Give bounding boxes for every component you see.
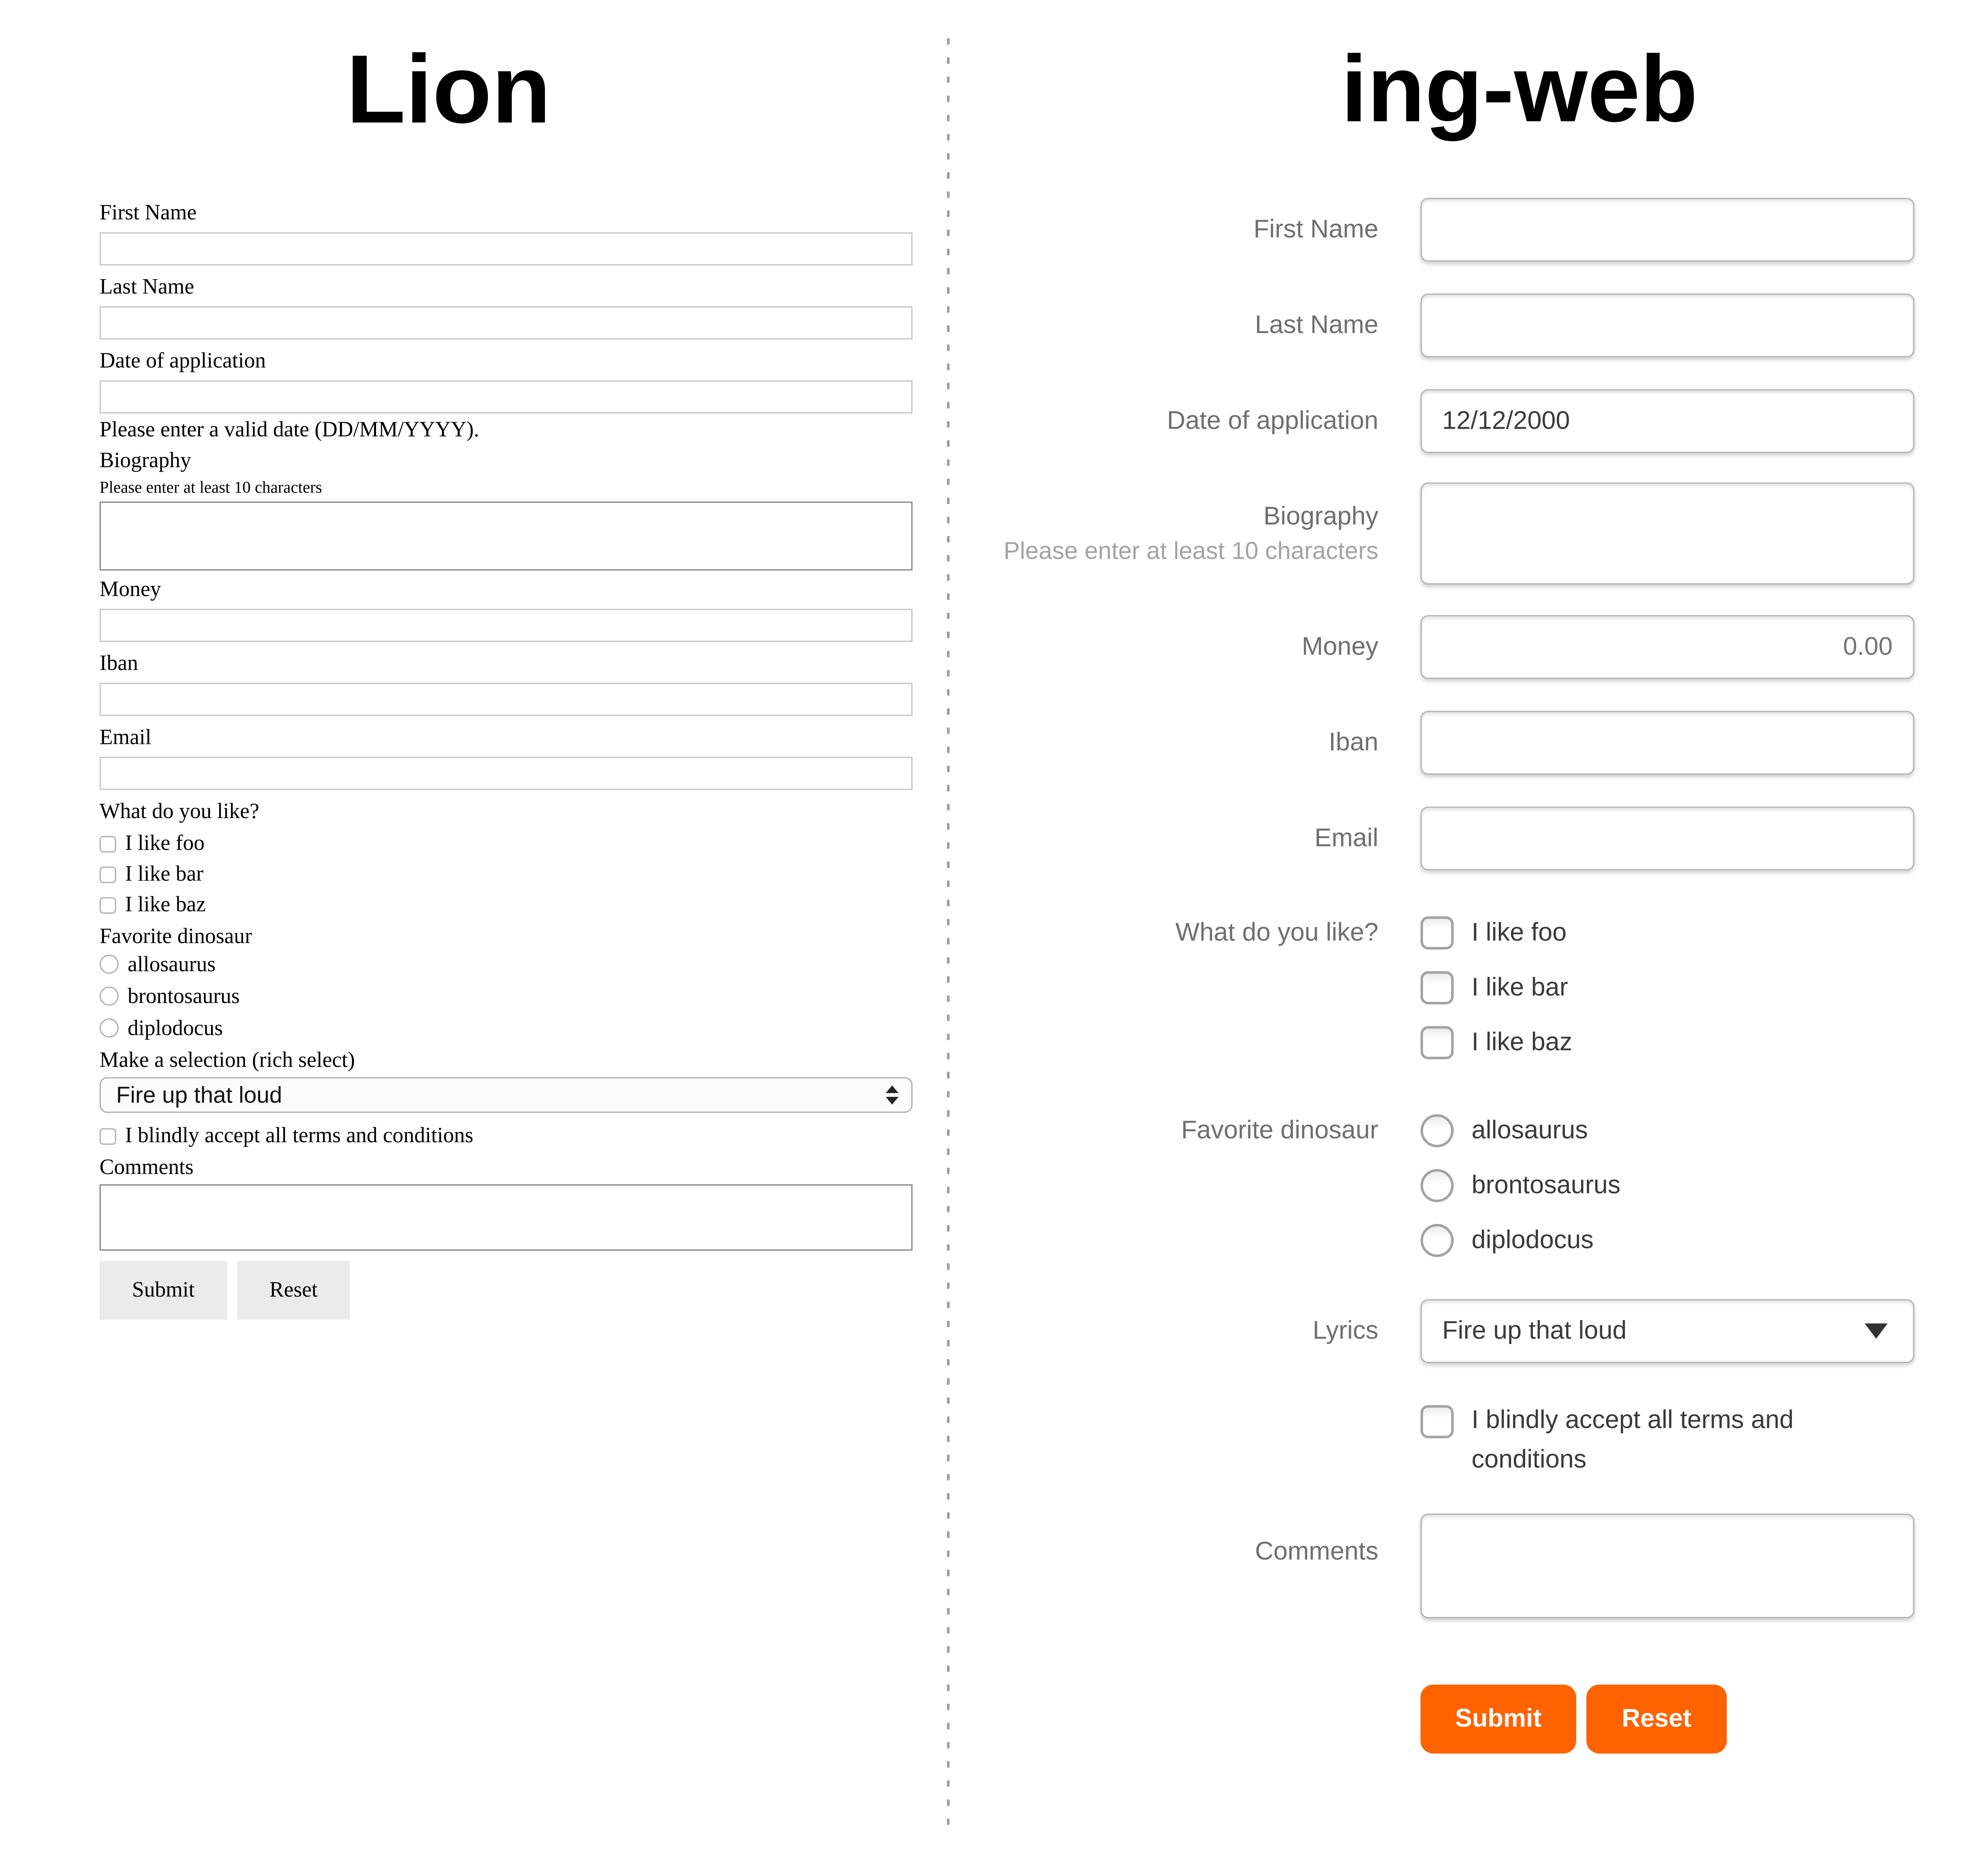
lion-biography-helper: Please enter at least 10 characters (99, 477, 322, 497)
ing-checkbox-bar[interactable]: I like bar (1421, 971, 1568, 1004)
lion-date-label: Date of application (99, 348, 266, 373)
radio-icon[interactable] (1421, 1114, 1454, 1147)
lion-checkbox-bar[interactable]: I like bar (100, 859, 913, 890)
select-spinner-icon (886, 1085, 898, 1105)
lion-dinosaur-label: Favorite dinosaur (99, 924, 252, 949)
lion-money-input[interactable] (100, 609, 913, 642)
ing-date-input[interactable] (1421, 389, 1915, 453)
lion-last-name-label: Last Name (99, 274, 194, 299)
lion-radio-allosaurus[interactable]: allosaurus (100, 948, 913, 980)
checkbox-icon[interactable] (1421, 971, 1454, 1004)
lion-reset-button[interactable]: Reset (237, 1261, 350, 1320)
ing-money-label: Money (1302, 632, 1379, 660)
ing-email-input[interactable] (1421, 807, 1915, 870)
lion-iban-label: Iban (99, 651, 138, 675)
ing-checkbox-baz[interactable]: I like baz (1421, 1026, 1573, 1059)
ing-biography-label: Biography (1263, 502, 1379, 531)
lion-radio-brontosaurus[interactable]: brontosaurus (100, 980, 913, 1012)
lion-submit-button[interactable]: Submit (100, 1261, 227, 1320)
checkbox-icon[interactable] (1421, 1405, 1454, 1438)
checkbox-icon[interactable] (1421, 916, 1454, 949)
ing-web-title: ing-web (1341, 36, 1698, 142)
ing-date-label: Date of application (1167, 406, 1379, 435)
lion-title: Lion (346, 36, 551, 144)
lion-money-label: Money (99, 577, 161, 601)
lion-biography-textarea[interactable] (100, 502, 913, 570)
lion-select-label: Make a selection (rich select) (99, 1047, 355, 1072)
lion-likes-label: What do you like? (99, 799, 259, 823)
ing-first-name-input[interactable] (1421, 198, 1915, 261)
ing-lyrics-select[interactable]: Fire up that loud (1421, 1299, 1915, 1363)
checkbox-icon[interactable] (100, 866, 116, 882)
ing-comments-textarea[interactable] (1421, 1514, 1915, 1618)
lion-first-name-label: First Name (99, 200, 197, 225)
lion-comments-textarea[interactable] (100, 1184, 913, 1251)
lion-first-name-input[interactable] (100, 232, 913, 265)
radio-icon[interactable] (1421, 1169, 1454, 1202)
radio-icon[interactable] (100, 955, 119, 974)
lion-last-name-input[interactable] (100, 306, 913, 340)
ing-email-label: Email (1314, 824, 1379, 852)
lion-iban-input[interactable] (100, 683, 913, 716)
lion-date-input[interactable] (100, 380, 913, 414)
ing-lyrics-label: Lyrics (1312, 1316, 1379, 1345)
ing-web-panel (949, 0, 1977, 1876)
lion-comments-label: Comments (99, 1155, 194, 1179)
ing-first-name-label: First Name (1253, 215, 1379, 244)
checkbox-icon[interactable] (100, 835, 116, 852)
lion-panel (0, 0, 949, 1876)
ing-money-input[interactable] (1421, 615, 1915, 679)
radio-icon[interactable] (100, 1018, 119, 1037)
lion-date-helper: Please enter a valid date (DD/MM/YYYY). (99, 417, 479, 442)
lion-checkbox-foo[interactable]: I like foo (100, 828, 913, 859)
ing-biography-textarea[interactable] (1421, 483, 1915, 585)
ing-radio-diplodocus[interactable]: diplodocus (1421, 1224, 1594, 1257)
chevron-down-icon (1865, 1323, 1888, 1339)
ing-submit-button[interactable]: Submit (1421, 1685, 1576, 1754)
ing-checkbox-foo[interactable]: I like foo (1421, 916, 1567, 949)
ing-reset-button[interactable]: Reset (1586, 1685, 1727, 1754)
lion-radio-diplodocus[interactable]: diplodocus (100, 1012, 913, 1044)
radio-icon[interactable] (1421, 1224, 1454, 1257)
date-value: 12/12/2000 (1442, 406, 1570, 435)
lion-email-input[interactable] (100, 757, 913, 790)
lion-email-label: Email (99, 725, 152, 749)
lion-biography-label: Biography (99, 448, 191, 472)
ing-radio-brontosaurus[interactable]: brontosaurus (1421, 1169, 1621, 1202)
ing-likes-label: What do you like? (1175, 918, 1379, 947)
ing-terms-checkbox[interactable]: I blindly accept all terms and conditions (1421, 1405, 1849, 1481)
money-value: 0.00 (1843, 632, 1893, 660)
lion-rich-select[interactable]: Fire up that loud (100, 1077, 913, 1113)
lion-terms-checkbox[interactable]: I blindly accept all terms and conditions (100, 1120, 913, 1151)
checkbox-icon[interactable] (100, 897, 116, 913)
lion-checkbox-baz[interactable]: I like baz (100, 889, 913, 920)
checkbox-icon[interactable] (100, 1128, 116, 1144)
ing-comments-label: Comments (1255, 1537, 1379, 1566)
ing-dinosaur-label: Favorite dinosaur (1181, 1116, 1379, 1144)
ing-radio-allosaurus[interactable]: allosaurus (1421, 1114, 1588, 1147)
ing-biography-helper: Please enter at least 10 characters (1003, 538, 1379, 566)
ing-last-name-label: Last Name (1255, 310, 1379, 339)
ing-iban-label: Iban (1329, 728, 1379, 756)
radio-icon[interactable] (100, 987, 119, 1006)
checkbox-icon[interactable] (1421, 1026, 1454, 1059)
ing-iban-input[interactable] (1421, 711, 1915, 774)
ing-last-name-input[interactable] (1421, 293, 1915, 357)
